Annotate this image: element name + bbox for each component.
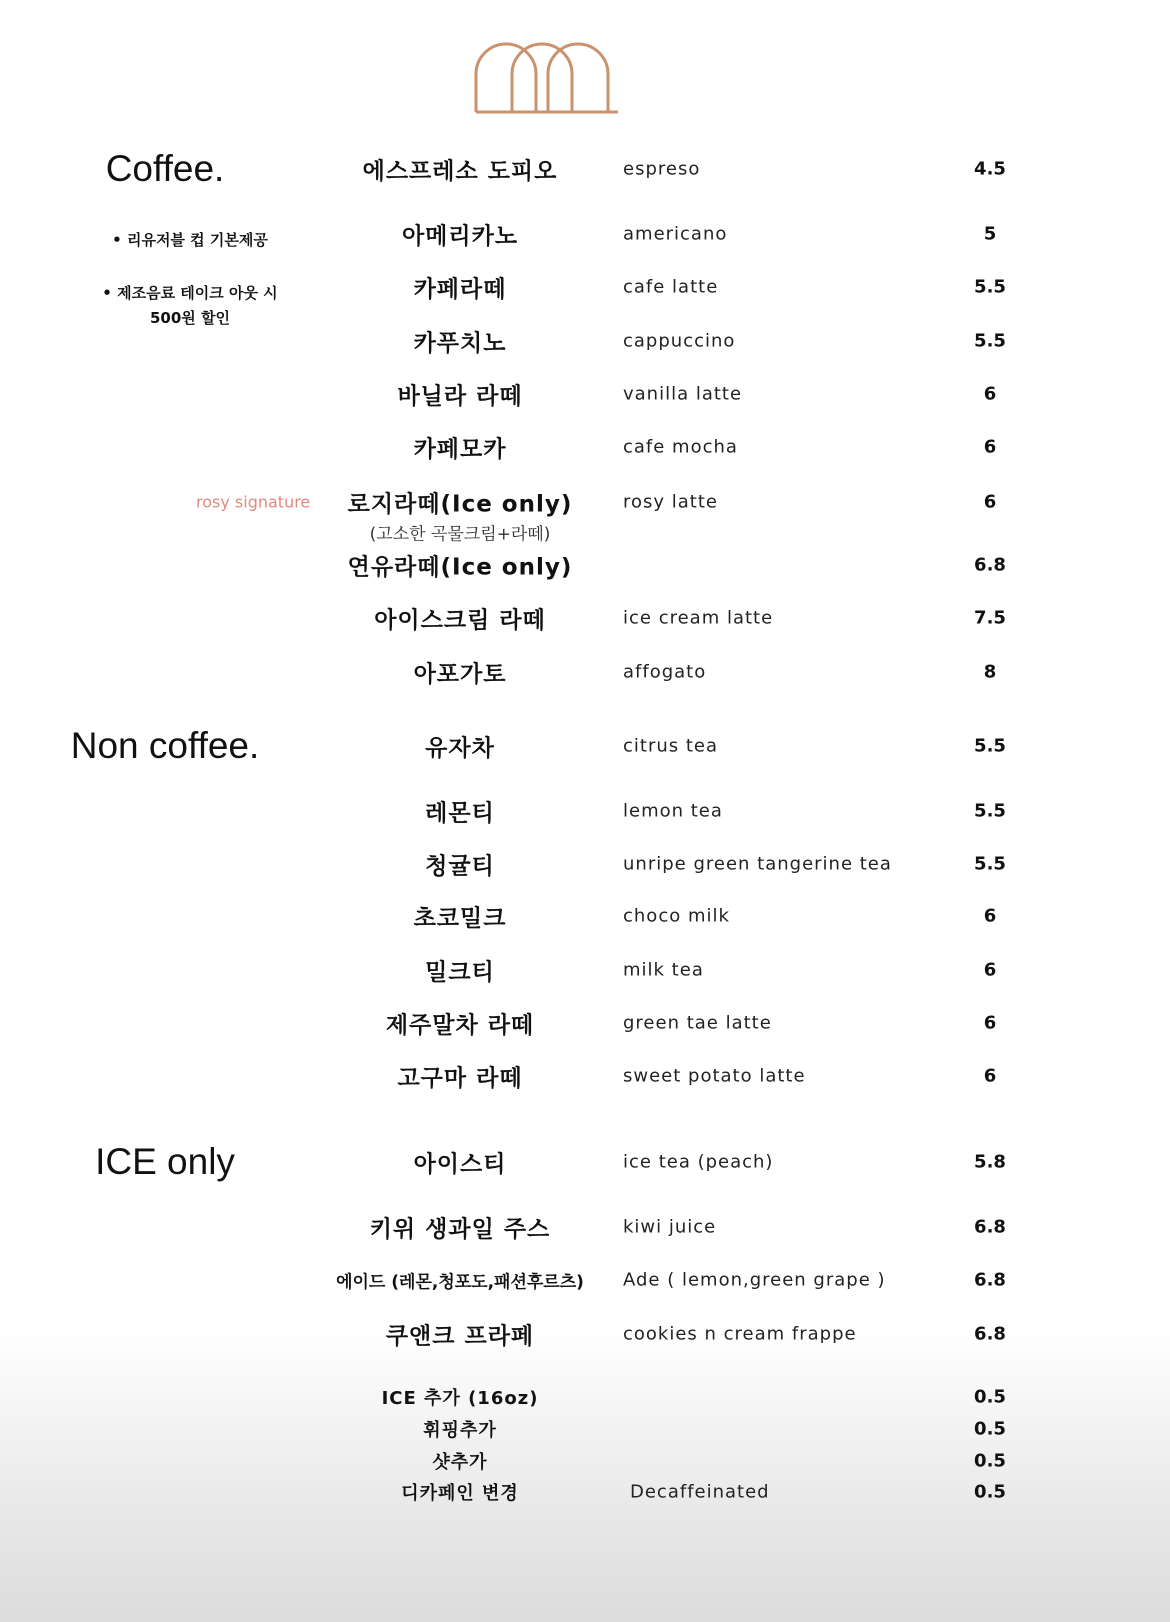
menu-item-price: 6 [983,1012,997,1034]
menu-item-korean-name: 에스프레소 도피오 [362,158,558,185]
menu-item-english-name: vanilla latte [623,383,743,405]
section-title-coffee: Coffee. [105,148,225,189]
section-title-ice-only: ICE only [95,1141,235,1182]
menu-item-price: 6 [983,436,997,458]
menu-item-price: 6.8 [974,1269,1006,1291]
menu-item-english-name: sweet potato latte [623,1065,806,1087]
menu-item-price: 4.5 [974,158,1006,180]
note-discount: 500원 할인 [149,309,230,327]
menu-item-english-name: ice cream latte [623,607,774,629]
menu-item-korean-name: 레몬티 [425,800,495,827]
menu-item-description: (고소한 곡물크림+라떼) [369,524,551,545]
menu-item-price: 0.5 [974,1418,1006,1440]
menu-item-korean-name: 카페모카 [413,436,507,463]
menu-item-english-name: kiwi juice [623,1216,717,1238]
menu-item-price: 5.5 [974,330,1006,352]
menu-item-korean-name: 쿠앤크 프라페 [385,1323,535,1350]
menu-item-price: 7.5 [974,607,1006,629]
menu-item-korean-name: 초코밀크 [413,905,507,932]
menu-item-korean-name: 카푸치노 [413,330,507,357]
menu-item-price: 0.5 [974,1450,1006,1472]
menu-item-korean-name: 유자차 [425,735,495,762]
menu-item-price: 0.5 [974,1481,1006,1503]
menu-item-english-name: affogato [623,661,707,683]
menu-item-korean-name: 로지라떼(Ice only) [347,491,573,518]
menu-item-english-name: cafe mocha [623,436,738,458]
menu-item-price: 0.5 [974,1386,1006,1408]
menu-item-korean-name: 아메리카노 [401,223,519,250]
menu-item-korean-name: 고구마 라떼 [397,1065,523,1092]
menu-item-korean-name: 밀크티 [425,959,495,986]
menu-item-price: 6 [983,959,997,981]
menu-item-korean-name: 휘핑추가 [423,1420,497,1441]
menu-item-price: 5 [983,223,997,245]
menu-item-price: 8 [983,661,997,683]
menu-item-english-name: cappuccino [623,330,736,352]
menu-item-korean-name: 아포가토 [413,661,507,688]
menu-item-price: 6 [983,1065,997,1087]
menu-item-english-name: americano [623,223,728,245]
menu-item-price: 6.8 [974,1216,1006,1238]
menu-item-korean-name: 연유라떼(Ice only) [347,554,573,581]
menu-item-korean-name: ICE 추가 (16oz) [381,1388,539,1409]
menu-item-english-name: ice tea (peach) [623,1151,774,1173]
menu-item-english-name: unripe green tangerine tea [623,853,892,875]
menu-item-korean-name: 청귤티 [425,853,495,880]
menu-item-english-name: green tae latte [623,1012,772,1034]
menu-item-english-name: Ade ( lemon,green grape ) [623,1269,886,1291]
menu-item-korean-name: 제주말차 라떼 [385,1012,535,1039]
menu-item-korean-name: 아이스티 [413,1151,507,1178]
menu-item-korean-name: 카페라떼 [413,276,507,303]
menu-item-english-name: cafe latte [623,276,719,298]
menu-item-english-name: citrus tea [623,735,719,757]
menu-item-price: 5.5 [974,276,1006,298]
menu-item-korean-name: 샷추가 [432,1452,488,1473]
menu-item-korean-name: 에이드 (레몬,청포도,패션후르츠) [336,1272,584,1293]
menu-item-price: 6 [983,383,997,405]
menu-item-english-name: espreso [623,158,701,180]
signature-label: rosy signature [196,492,311,512]
menu-item-price: 6 [983,905,997,927]
menu-item-price: 5.5 [974,800,1006,822]
menu-item-price: 6 [983,491,997,513]
menu-item-price: 5.5 [974,735,1006,757]
menu-item-korean-name: 아이스크림 라떼 [374,607,546,634]
menu-item-english-name: milk tea [623,959,704,981]
menu-item-english-name: lemon tea [623,800,723,822]
menu-item-price: 5.5 [974,853,1006,875]
menu-item-price: 5.8 [974,1151,1006,1173]
menu-item-english-name: Decaffeinated [630,1481,770,1503]
menu-item-korean-name: 키위 생과일 주스 [369,1216,551,1243]
menu-item-english-name: choco milk [623,905,730,927]
note-reusable-cup: • 리유저블 컵 기본제공 [112,231,268,249]
menu-item-english-name: rosy latte [623,491,718,513]
brand-logo [472,40,622,114]
note-takeout: • 제조음료 테이크 아웃 시 [102,284,278,302]
section-title-non-coffee: Non coffee. [70,725,260,766]
menu-item-korean-name: 디카페인 변경 [401,1483,519,1504]
menu-item-english-name: cookies n cream frappe [623,1323,857,1345]
menu-item-price: 6.8 [974,554,1006,576]
menu-item-price: 6.8 [974,1323,1006,1345]
menu-item-korean-name: 바닐라 라떼 [397,383,523,410]
